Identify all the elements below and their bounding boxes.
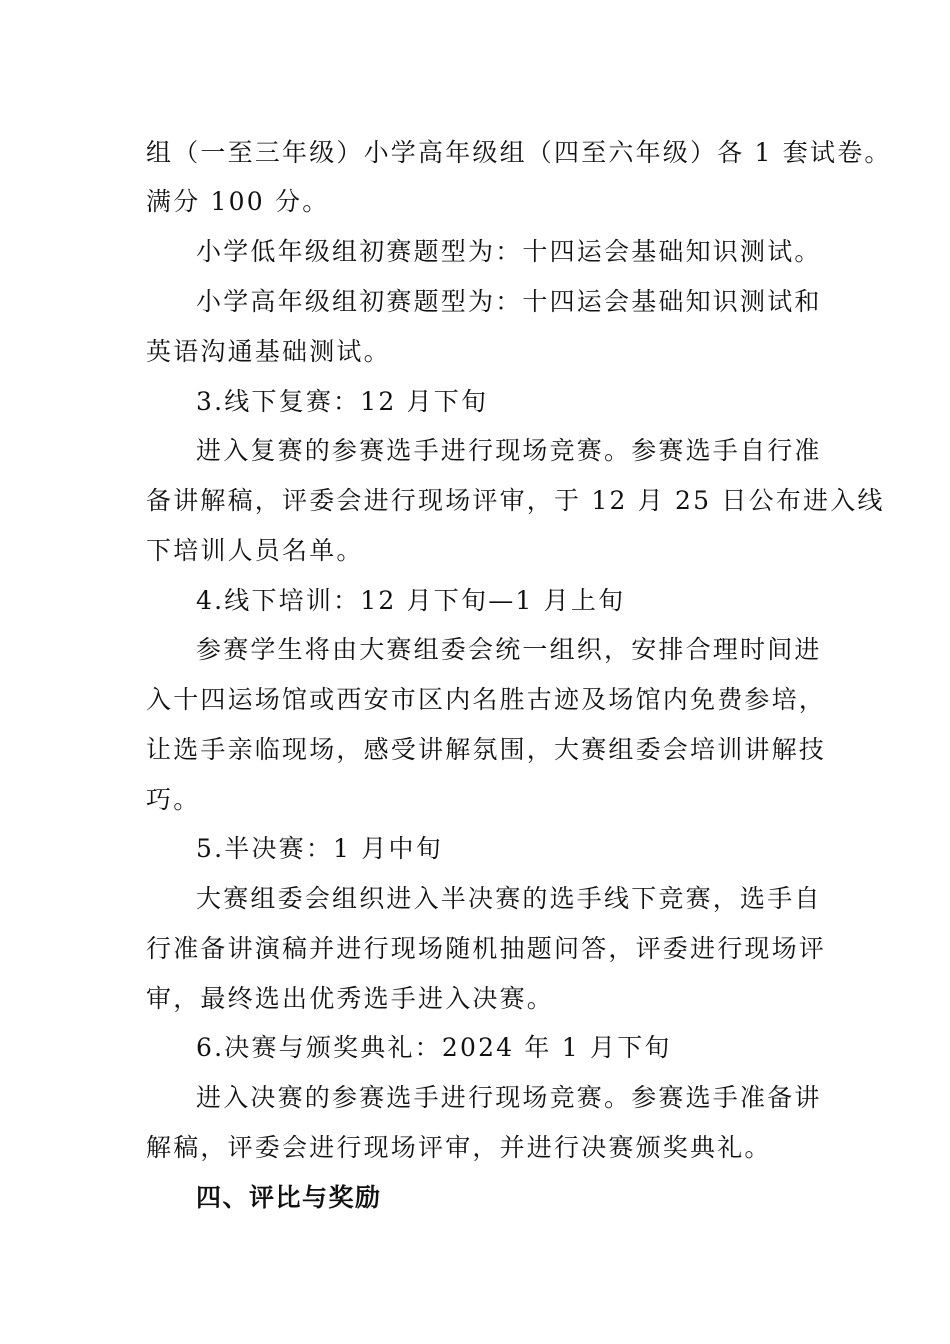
paragraph-line: 审，最终选出优秀选手进入决赛。: [146, 984, 555, 1013]
paragraph-line: 入十四运场馆或西安市区内名胜古迹及场馆内免费参培，: [146, 685, 827, 714]
paragraph-line: 小学低年级组初赛题型为：十四运会基础知识测试。: [196, 237, 822, 266]
section-subheading: 6.决赛与颁奖典礼：2024 年 1 月下旬: [196, 1033, 672, 1062]
paragraph-line: 组（一至三年级）小学高年级组（四至六年级）各 1 套试卷。: [146, 138, 892, 167]
paragraph-line: 备讲解稿，评委会进行现场评审，于 12 月 25 日公布进入线: [146, 486, 885, 515]
paragraph-line: 进入决赛的参赛选手进行现场竞赛。参赛选手准备讲: [196, 1083, 822, 1112]
paragraph-line: 解稿，评委会进行现场评审，并进行决赛颁奖典礼。: [146, 1133, 772, 1162]
paragraph-line: 行准备讲演稿并进行现场随机抽题问答，评委进行现场评: [146, 934, 827, 963]
paragraph-line: 让选手亲临现场，感受讲解氛围，大赛组委会培训讲解技: [146, 735, 827, 764]
paragraph-line: 满分 100 分。: [146, 187, 330, 216]
paragraph-line: 进入复赛的参赛选手进行现场竞赛。参赛选手自行准: [196, 436, 822, 465]
section-subheading: 5.半决赛：1 月中旬: [196, 834, 443, 863]
section-subheading: 3.线下复赛：12 月下旬: [196, 387, 489, 416]
paragraph-line: 小学高年级组初赛题型为：十四运会基础知识测试和: [196, 287, 822, 316]
section-subheading: 4.线下培训：12 月下旬—1 月上旬: [196, 586, 626, 615]
paragraph-line: 巧。: [146, 785, 201, 814]
paragraph-line: 大赛组委会组织进入半决赛的选手线下竞赛，选手自: [196, 884, 822, 913]
paragraph-line: 下培训人员名单。: [146, 536, 364, 565]
paragraph-line: 英语沟通基础测试。: [146, 337, 391, 366]
paragraph-line: 参赛学生将由大赛组委会统一组织，安排合理时间进: [196, 635, 822, 664]
section-heading: 四、评比与奖励: [196, 1183, 382, 1212]
